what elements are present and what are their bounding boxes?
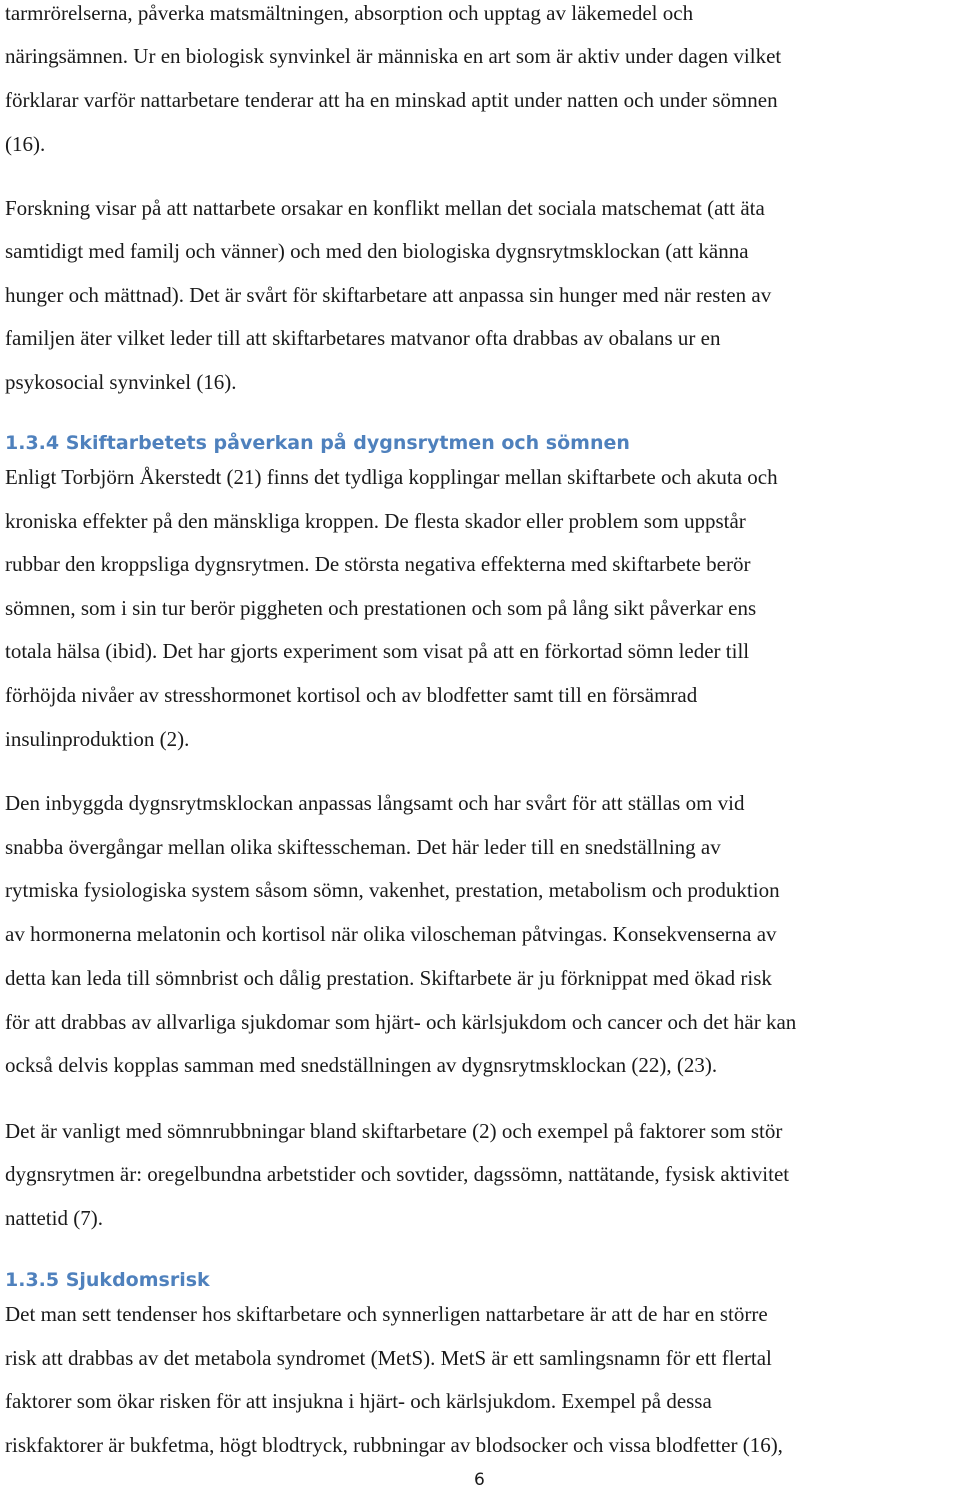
body-text-line: tarmrörelserna, påverka matsmältningen, absorption och upptag av läkemedel och (5, 1, 694, 25)
body-text-line: samtidigt med familj och vänner) och med den biologiska dygnsrytmsklockan (att känna (5, 239, 749, 263)
body-text-line: Det är vanligt med sömnrubbningar bland skiftarbetare (2) och exempel på faktorer som stör (5, 1119, 783, 1143)
body-text-line: rubbar den kroppsliga dygnsrytmen. De största negativa effekterna med skiftarbete berör (5, 552, 751, 576)
body-text-line: också delvis kopplas samman med snedställningen av dygnsrytmsklockan (22), (23). (5, 1053, 718, 1077)
body-text-line: Enligt Torbjörn Åkerstedt (21) finns det tydliga kopplingar mellan skiftarbete och akuta och (5, 465, 778, 489)
body-text-line: dygnsrytmen är: oregelbundna arbetstider och sovtider, dagssömn, nattätande, fysisk aktivitet (5, 1162, 790, 1186)
body-text-line: av hormonerna melatonin och kortisol när olika viloscheman påtvingas. Konsekvenserna av (5, 922, 777, 946)
body-text-line: risk att drabbas av det metabola syndromet (MetS). MetS är ett samlingsnamn för ett flertal (5, 1346, 772, 1370)
body-text-line: rytmiska fysiologiska system såsom sömn, vakenhet, prestation, metabolism och produktion (5, 878, 780, 902)
body-text-line: sömnen, som i sin tur berör piggheten och prestationen och som på lång sikt påverkar ens (5, 596, 757, 620)
section-heading: 1.3.5 Sjukdomsrisk (5, 1269, 210, 1291)
body-text-line: riskfaktorer är bukfetma, högt blodtryck, rubbningar av blodsocker och vissa blodfetter (16), (5, 1433, 783, 1457)
body-text-line: Forskning visar på att nattarbete orsakar en konflikt mellan det sociala matschemat (att äta (5, 196, 765, 220)
body-text-line: Den inbyggda dygnsrytmsklockan anpassas långsamt och har svårt för att ställas om vid (5, 791, 745, 815)
body-text-line: familjen äter vilket leder till att skiftarbetares matvanor ofta drabbas av obalans ur en (5, 326, 721, 350)
body-text-line: detta kan leda till sömnbrist och dålig prestation. Skiftarbete är ju förknippat med ökad risk (5, 966, 772, 990)
body-text-line: insulinproduktion (2). (5, 727, 190, 751)
body-text-line: näringsämnen. Ur en biologisk synvinkel är människa en art som är aktiv under dagen vilket (5, 44, 782, 68)
body-text-line: snabba övergångar mellan olika skiftesscheman. Det här leder till en snedställning av (5, 835, 721, 859)
body-text-line: kroniska effekter på den mänskliga kroppen. De flesta skador eller problem som uppstår (5, 509, 746, 533)
section-heading: 1.3.4 Skiftarbetets påverkan på dygnsrytmen och sömnen (5, 432, 630, 454)
body-text-line: för att drabbas av allvarliga sjukdomar som hjärt- och kärlsjukdom och cancer och det här kan (5, 1010, 797, 1034)
body-text-line: faktorer som ökar risken för att insjukna i hjärt- och kärlsjukdom. Exempel på dessa (5, 1389, 712, 1413)
body-text-line: hunger och mättnad). Det är svårt för skiftarbetare att anpassa sin hunger med när resten av (5, 283, 772, 307)
body-text-line: nattetid (7). (5, 1206, 103, 1230)
body-text-line: (16). (5, 132, 46, 156)
body-text-line: förklarar varför nattarbetare tenderar att ha en minskad aptit under natten och under sömnen (5, 88, 778, 112)
body-text-line: totala hälsa (ibid). Det har gjorts experiment som visat på att en förkortad sömn leder till (5, 639, 750, 663)
page-number: 6 (474, 1470, 485, 1490)
body-text-line: förhöjda nivåer av stresshormonet kortisol och av blodfetter samt till en försämrad (5, 683, 698, 707)
body-text-line: psykosocial synvinkel (16). (5, 370, 237, 394)
body-text-line: Det man sett tendenser hos skiftarbetare och synnerligen nattarbetare är att de har en större (5, 1302, 768, 1326)
